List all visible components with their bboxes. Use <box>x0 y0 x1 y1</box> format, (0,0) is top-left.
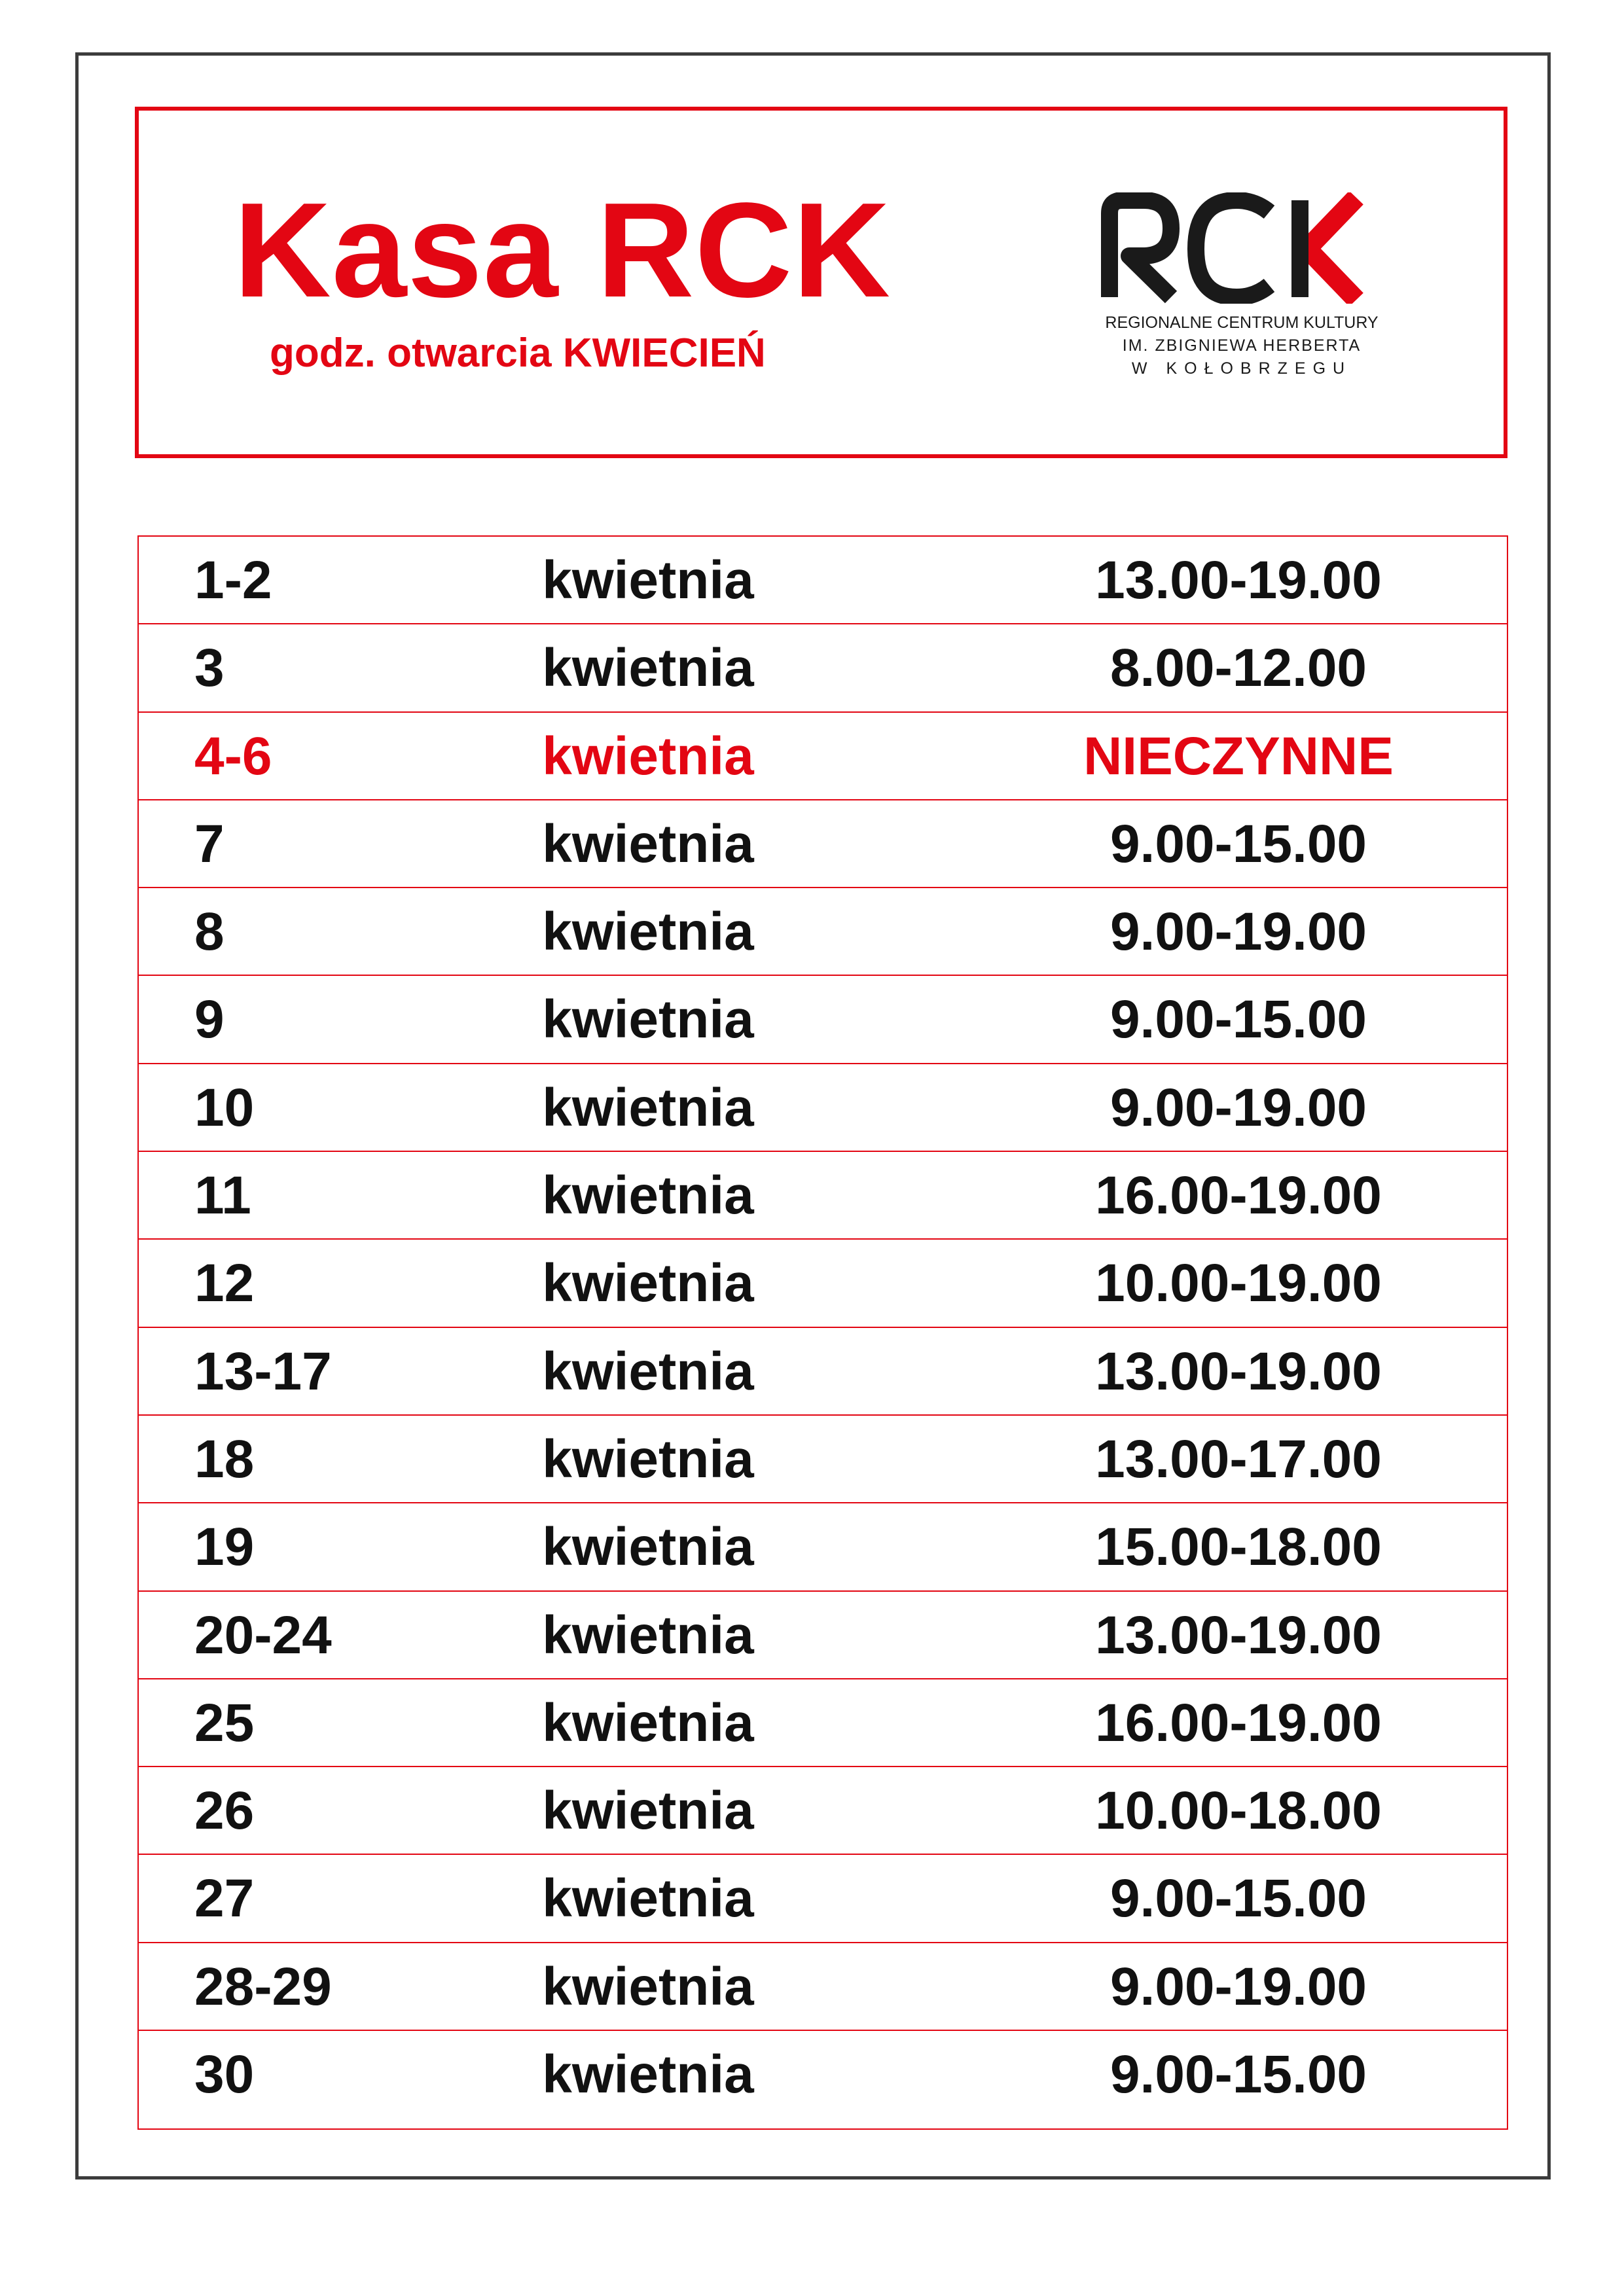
schedule-row <box>139 1592 1507 1679</box>
schedule-hours: 9.00-15.00 <box>1110 814 1367 874</box>
schedule-month: kwietnia <box>542 1869 754 1929</box>
schedule-day: 26 <box>194 1781 255 1841</box>
schedule-month: kwietnia <box>542 2045 754 2105</box>
schedule-hours: 9.00-19.00 <box>1110 1956 1367 2017</box>
schedule-day: 27 <box>194 1869 255 1929</box>
schedule-hours: 13.00-19.00 <box>1095 1341 1382 1401</box>
schedule-hours: 9.00-15.00 <box>1110 990 1367 1050</box>
schedule-row <box>139 888 1507 976</box>
schedule-month: kwietnia <box>542 1429 754 1489</box>
schedule-row <box>139 1503 1507 1591</box>
logo-k-stem <box>1291 200 1308 297</box>
schedule-day: 18 <box>194 1429 255 1489</box>
schedule-hours: 9.00-19.00 <box>1110 1077 1367 1138</box>
schedule-month: kwietnia <box>542 1781 754 1841</box>
schedule-row <box>139 1328 1507 1416</box>
schedule-row <box>139 1240 1507 1327</box>
schedule-row <box>139 624 1507 712</box>
schedule-day: 1-2 <box>194 550 272 610</box>
schedule-day: 9 <box>194 990 225 1050</box>
page-title: Kasa RCK <box>234 175 892 325</box>
schedule-hours: 15.00-18.00 <box>1095 1517 1382 1577</box>
header-box <box>135 107 1507 458</box>
schedule-row <box>139 976 1507 1064</box>
logo-line-2: IM. ZBIGNIEWA HERBERTA <box>1122 336 1362 355</box>
schedule-month: kwietnia <box>542 550 754 610</box>
rck-logo-mark <box>1098 192 1386 304</box>
schedule-hours: 13.00-19.00 <box>1095 550 1382 610</box>
logo-letter-c <box>1196 200 1269 297</box>
schedule-row <box>139 1767 1507 1855</box>
schedule-hours: 16.00-19.00 <box>1095 1166 1382 1226</box>
logo-chevron <box>1307 198 1356 300</box>
schedule-hours: 9.00-19.00 <box>1110 902 1367 962</box>
schedule-day: 10 <box>194 1077 255 1138</box>
schedule-hours: 10.00-19.00 <box>1095 1253 1382 1314</box>
logo-line-1: REGIONALNE CENTRUM KULTURY <box>1105 314 1379 332</box>
schedule-row <box>139 1943 1507 2031</box>
schedule-day: 25 <box>194 1693 255 1753</box>
schedule-month: kwietnia <box>542 814 754 874</box>
schedule-day: 11 <box>194 1166 251 1226</box>
schedule-day: 7 <box>194 814 225 874</box>
schedule-row <box>139 1855 1507 1943</box>
schedule-month: kwietnia <box>542 1693 754 1753</box>
schedule-month: kwietnia <box>542 726 754 786</box>
schedule-day: 3 <box>194 638 225 698</box>
schedule-month: kwietnia <box>542 902 754 962</box>
schedule-month: kwietnia <box>542 1166 754 1226</box>
schedule-month: kwietnia <box>542 1517 754 1577</box>
page-subtitle: godz. otwarcia KWIECIEŃ <box>270 331 766 376</box>
schedule-hours: 9.00-15.00 <box>1110 1869 1367 1929</box>
logo-text <box>1098 312 1386 380</box>
schedule-row <box>139 713 1507 800</box>
schedule-row <box>139 1416 1507 1503</box>
schedule-row <box>139 537 1507 624</box>
schedule-month: kwietnia <box>542 1077 754 1138</box>
schedule-hours: 9.00-15.00 <box>1110 2045 1367 2105</box>
schedule-hours: NIECZYNNE <box>1083 726 1394 786</box>
schedule-month: kwietnia <box>542 1956 754 2017</box>
schedule-hours: 13.00-19.00 <box>1095 1605 1382 1665</box>
schedule-day: 30 <box>194 2045 255 2105</box>
schedule-hours: 16.00-19.00 <box>1095 1693 1382 1753</box>
schedule-hours: 10.00-18.00 <box>1095 1781 1382 1841</box>
schedule-day: 28-29 <box>194 1956 332 2017</box>
schedule-row <box>139 1679 1507 1767</box>
schedule-month: kwietnia <box>542 1605 754 1665</box>
schedule-day: 8 <box>194 902 225 962</box>
schedule-row <box>139 2031 1507 2119</box>
logo-letter-r <box>1110 200 1171 297</box>
schedule-month: kwietnia <box>542 1341 754 1401</box>
schedule-row <box>139 1064 1507 1152</box>
schedule-month: kwietnia <box>542 638 754 698</box>
schedule-day: 12 <box>194 1253 255 1314</box>
schedule-day: 19 <box>194 1517 255 1577</box>
schedule-day: 13-17 <box>194 1341 332 1401</box>
schedule-table <box>137 535 1508 2130</box>
schedule-row <box>139 800 1507 888</box>
rck-logo <box>1098 192 1386 402</box>
schedule-month: kwietnia <box>542 1253 754 1314</box>
schedule-day: 4-6 <box>194 726 272 786</box>
schedule-month: kwietnia <box>542 990 754 1050</box>
schedule-day: 20-24 <box>194 1605 332 1665</box>
schedule-hours: 13.00-17.00 <box>1095 1429 1382 1489</box>
schedule-hours: 8.00-12.00 <box>1110 638 1367 698</box>
schedule-row <box>139 1152 1507 1240</box>
logo-line-3: W KOŁOBRZEGU <box>1131 359 1352 378</box>
